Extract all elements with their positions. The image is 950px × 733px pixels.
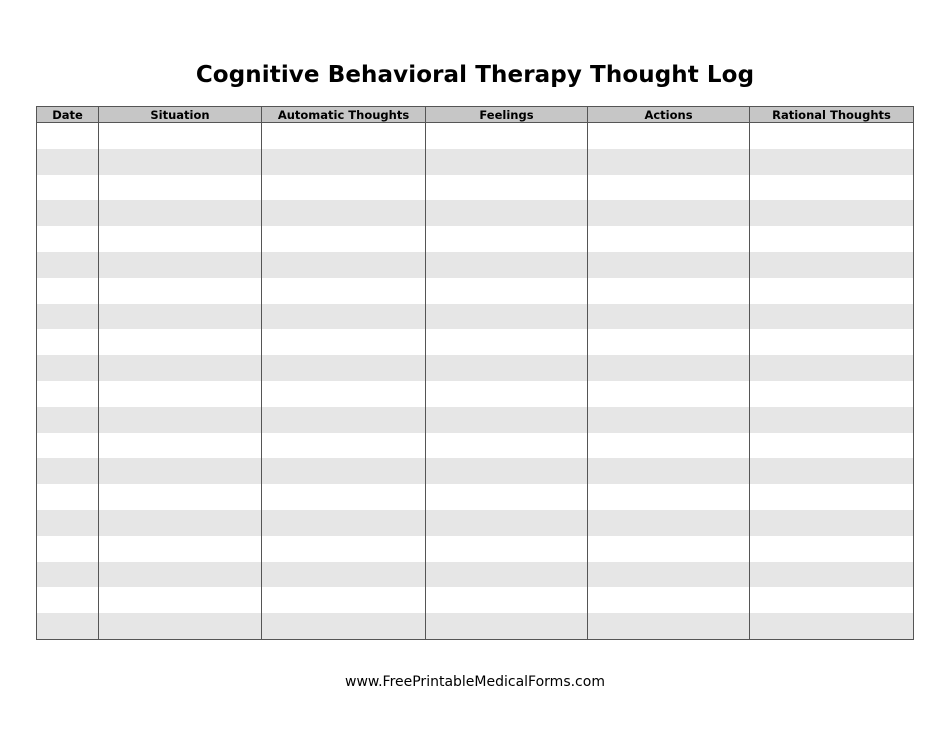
entry-cell-date[interactable]: [37, 226, 99, 252]
entry-cell-automatic-thoughts[interactable]: [262, 562, 426, 588]
entry-cell-date[interactable]: [37, 149, 99, 175]
entry-cell-rational-thoughts[interactable]: [750, 587, 914, 613]
entry-cell-feelings[interactable]: [426, 613, 588, 639]
entry-cell-feelings[interactable]: [426, 381, 588, 407]
entry-cell-automatic-thoughts[interactable]: [262, 355, 426, 381]
entry-cell-situation[interactable]: [99, 329, 262, 355]
table-row: [37, 226, 914, 252]
entry-cell-date[interactable]: [37, 252, 99, 278]
table-row: [37, 587, 914, 613]
entry-cell-situation[interactable]: [99, 587, 262, 613]
entry-cell-feelings[interactable]: [426, 510, 588, 536]
table-row: [37, 252, 914, 278]
entry-cell-feelings[interactable]: [426, 226, 588, 252]
entry-cell-situation[interactable]: [99, 562, 262, 588]
entry-cell-automatic-thoughts[interactable]: [262, 613, 426, 639]
entry-cell-situation[interactable]: [99, 381, 262, 407]
entry-cell-rational-thoughts[interactable]: [750, 458, 914, 484]
entry-cell-feelings[interactable]: [426, 149, 588, 175]
entry-cell-feelings[interactable]: [426, 562, 588, 588]
entry-cell-rational-thoughts[interactable]: [750, 355, 914, 381]
entry-cell-automatic-thoughts[interactable]: [262, 278, 426, 304]
table-row: [37, 304, 914, 330]
thought-log-table: [36, 106, 914, 640]
column-header-actions: Actions: [588, 107, 750, 123]
entry-cell-situation[interactable]: [99, 304, 262, 330]
entry-cell-actions[interactable]: [588, 304, 750, 330]
entry-cell-feelings[interactable]: [426, 252, 588, 278]
entry-cell-actions[interactable]: [588, 510, 750, 536]
table-row: [37, 613, 914, 639]
entry-cell-situation[interactable]: [99, 484, 262, 510]
table-row: [37, 175, 914, 201]
entry-cell-feelings[interactable]: [426, 407, 588, 433]
entry-cell-actions[interactable]: [588, 407, 750, 433]
column-header-feelings: Feelings: [426, 107, 588, 123]
entry-cell-rational-thoughts[interactable]: [750, 536, 914, 562]
table-row: [37, 458, 914, 484]
entry-cell-actions[interactable]: [588, 355, 750, 381]
entry-cell-date[interactable]: [37, 458, 99, 484]
table-row: [37, 562, 914, 588]
entry-cell-situation[interactable]: [99, 123, 262, 149]
table-row: [37, 200, 914, 226]
entry-cell-date[interactable]: [37, 304, 99, 330]
entry-cell-automatic-thoughts[interactable]: [262, 407, 426, 433]
entry-cell-rational-thoughts[interactable]: [750, 175, 914, 201]
entry-cell-actions[interactable]: [588, 278, 750, 304]
entry-cell-actions[interactable]: [588, 613, 750, 639]
entry-cell-date[interactable]: [37, 510, 99, 536]
entry-cell-rational-thoughts[interactable]: [750, 123, 914, 149]
entry-cell-situation[interactable]: [99, 149, 262, 175]
entry-cell-feelings[interactable]: [426, 329, 588, 355]
column-header-situation: Situation: [99, 107, 262, 123]
entry-cell-rational-thoughts[interactable]: [750, 562, 914, 588]
table-row: [37, 407, 914, 433]
entry-cell-automatic-thoughts[interactable]: [262, 226, 426, 252]
entry-cell-actions[interactable]: [588, 175, 750, 201]
entry-cell-feelings[interactable]: [426, 304, 588, 330]
table-row: [37, 484, 914, 510]
entry-cell-situation[interactable]: [99, 252, 262, 278]
entry-cell-feelings[interactable]: [426, 355, 588, 381]
entry-cell-situation[interactable]: [99, 613, 262, 639]
entry-cell-rational-thoughts[interactable]: [750, 433, 914, 459]
entry-cell-rational-thoughts[interactable]: [750, 381, 914, 407]
entry-cell-rational-thoughts[interactable]: [750, 613, 914, 639]
entry-cell-rational-thoughts[interactable]: [750, 407, 914, 433]
entry-cell-date[interactable]: [37, 329, 99, 355]
entry-cell-situation[interactable]: [99, 510, 262, 536]
entry-cell-date[interactable]: [37, 278, 99, 304]
entry-cell-automatic-thoughts[interactable]: [262, 200, 426, 226]
entry-cell-feelings[interactable]: [426, 123, 588, 149]
entry-cell-actions[interactable]: [588, 587, 750, 613]
entry-cell-date[interactable]: [37, 587, 99, 613]
entry-cell-date[interactable]: [37, 562, 99, 588]
entry-cell-situation[interactable]: [99, 175, 262, 201]
entry-cell-rational-thoughts[interactable]: [750, 149, 914, 175]
entry-cell-rational-thoughts[interactable]: [750, 200, 914, 226]
entry-cell-rational-thoughts[interactable]: [750, 510, 914, 536]
table-row: [37, 355, 914, 381]
entry-cell-feelings[interactable]: [426, 536, 588, 562]
entry-cell-actions[interactable]: [588, 484, 750, 510]
entry-cell-rational-thoughts[interactable]: [750, 252, 914, 278]
table-row: [37, 433, 914, 459]
page-title: Cognitive Behavioral Therapy Thought Log: [195, 62, 755, 88]
entry-cell-automatic-thoughts[interactable]: [262, 149, 426, 175]
entry-cell-automatic-thoughts[interactable]: [262, 304, 426, 330]
entry-cell-situation[interactable]: [99, 278, 262, 304]
entry-cell-actions[interactable]: [588, 536, 750, 562]
table-row: [37, 278, 914, 304]
table-row: [37, 149, 914, 175]
entry-cell-automatic-thoughts[interactable]: [262, 510, 426, 536]
table-header-row: [37, 107, 914, 123]
entry-cell-situation[interactable]: [99, 433, 262, 459]
entry-cell-automatic-thoughts[interactable]: [262, 123, 426, 149]
entry-cell-situation[interactable]: [99, 407, 262, 433]
entry-cell-situation[interactable]: [99, 536, 262, 562]
entry-cell-actions[interactable]: [588, 433, 750, 459]
table-row: [37, 123, 914, 149]
entry-cell-automatic-thoughts[interactable]: [262, 381, 426, 407]
entry-cell-date[interactable]: [37, 200, 99, 226]
entry-cell-date[interactable]: [37, 613, 99, 639]
entry-cell-situation[interactable]: [99, 226, 262, 252]
entry-cell-actions[interactable]: [588, 149, 750, 175]
table-row: [37, 329, 914, 355]
footer-url: www.FreePrintableMedicalForms.com: [345, 674, 605, 690]
entry-cell-feelings[interactable]: [426, 458, 588, 484]
entry-cell-feelings[interactable]: [426, 278, 588, 304]
entry-cell-situation[interactable]: [99, 458, 262, 484]
entry-cell-feelings[interactable]: [426, 587, 588, 613]
entry-cell-rational-thoughts[interactable]: [750, 226, 914, 252]
entry-cell-date[interactable]: [37, 123, 99, 149]
entry-cell-situation[interactable]: [99, 200, 262, 226]
entry-cell-date[interactable]: [37, 355, 99, 381]
entry-cell-date[interactable]: [37, 484, 99, 510]
entry-cell-actions[interactable]: [588, 200, 750, 226]
entry-cell-automatic-thoughts[interactable]: [262, 252, 426, 278]
entry-cell-automatic-thoughts[interactable]: [262, 587, 426, 613]
table-row: [37, 381, 914, 407]
entry-cell-rational-thoughts[interactable]: [750, 329, 914, 355]
entry-cell-rational-thoughts[interactable]: [750, 484, 914, 510]
entry-cell-date[interactable]: [37, 433, 99, 459]
entry-cell-automatic-thoughts[interactable]: [262, 433, 426, 459]
entry-cell-date[interactable]: [37, 381, 99, 407]
entry-cell-situation[interactable]: [99, 355, 262, 381]
entry-cell-feelings[interactable]: [426, 484, 588, 510]
entry-cell-automatic-thoughts[interactable]: [262, 484, 426, 510]
entry-cell-automatic-thoughts[interactable]: [262, 458, 426, 484]
entry-cell-date[interactable]: [37, 536, 99, 562]
entry-cell-actions[interactable]: [588, 123, 750, 149]
entry-cell-actions[interactable]: [588, 562, 750, 588]
entry-cell-rational-thoughts[interactable]: [750, 278, 914, 304]
entry-cell-automatic-thoughts[interactable]: [262, 329, 426, 355]
column-header-date: Date: [37, 107, 99, 123]
table-body: [37, 123, 914, 640]
entry-cell-feelings[interactable]: [426, 200, 588, 226]
entry-cell-feelings[interactable]: [426, 175, 588, 201]
column-header-rational-thoughts: Rational Thoughts: [750, 107, 914, 123]
entry-cell-actions[interactable]: [588, 381, 750, 407]
table-row: [37, 510, 914, 536]
entry-cell-automatic-thoughts[interactable]: [262, 536, 426, 562]
table-row: [37, 536, 914, 562]
entry-cell-actions[interactable]: [588, 226, 750, 252]
entry-cell-rational-thoughts[interactable]: [750, 304, 914, 330]
entry-cell-actions[interactable]: [588, 329, 750, 355]
entry-cell-date[interactable]: [37, 407, 99, 433]
entry-cell-actions[interactable]: [588, 252, 750, 278]
entry-cell-actions[interactable]: [588, 458, 750, 484]
entry-cell-automatic-thoughts[interactable]: [262, 175, 426, 201]
column-header-automatic-thoughts: Automatic Thoughts: [262, 107, 426, 123]
entry-cell-date[interactable]: [37, 175, 99, 201]
entry-cell-feelings[interactable]: [426, 433, 588, 459]
